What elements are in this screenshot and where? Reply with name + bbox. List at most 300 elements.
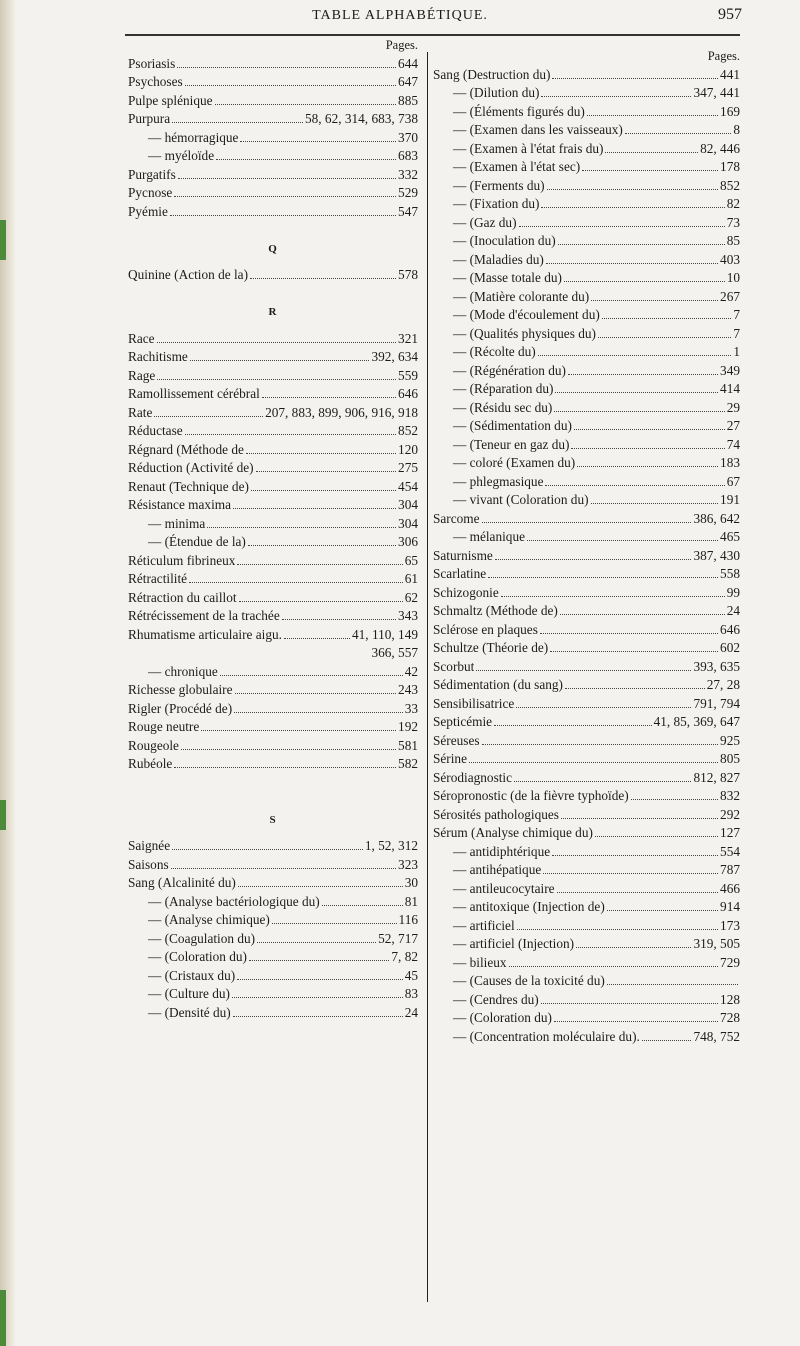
leader-dots	[181, 749, 396, 750]
entry-pages: 349	[720, 362, 740, 378]
index-entry	[433, 473, 740, 492]
index-entry	[433, 177, 740, 196]
entry-term: Pyémie	[128, 203, 168, 219]
entry-pages: 343	[398, 608, 418, 623]
index-entry	[128, 385, 418, 404]
entry-term: — bilieux	[453, 954, 507, 970]
index-entry	[433, 454, 740, 473]
index-entry	[433, 84, 740, 103]
section-letter-q: Q	[268, 242, 278, 255]
entry-term: — (Ferments du)	[453, 177, 545, 193]
index-entry	[128, 533, 418, 552]
entry-pages: 332	[398, 166, 418, 182]
entry-pages: 99	[726, 584, 740, 600]
entry-pages: 178	[720, 159, 740, 174]
entry-term: — (Cendres du)	[453, 991, 539, 1007]
leader-dots	[238, 886, 403, 887]
index-entry	[433, 639, 740, 658]
index-entry	[128, 348, 418, 367]
leader-dots	[546, 263, 718, 264]
entry-term: Sérum (Analyse chimique du)	[433, 825, 593, 840]
entry-term: Schultze (Théorie de)	[433, 640, 549, 655]
entry-pages: 58, 62, 314, 683, 738	[304, 111, 418, 126]
entry-pages: 267	[720, 288, 740, 304]
entry-pages: 465	[720, 529, 740, 544]
leader-dots	[543, 873, 718, 874]
leader-dots	[516, 707, 691, 708]
entry-term: — antitoxique (Injection de)	[453, 899, 605, 914]
entry-pages: 805	[720, 751, 740, 766]
leader-dots	[257, 942, 376, 943]
entry-term: Rougeole	[128, 737, 179, 753]
leader-dots	[495, 559, 692, 560]
entry-pages: 1, 52, 312	[364, 838, 418, 853]
index-entry	[433, 436, 740, 455]
index-entry	[433, 121, 740, 140]
index-entry	[128, 874, 418, 893]
index-entry	[433, 491, 740, 510]
leader-dots	[220, 675, 403, 676]
entry-term: Schizogonie	[433, 584, 499, 600]
leader-dots	[605, 152, 698, 153]
index-entry	[128, 737, 418, 756]
entry-term: Psychoses	[128, 74, 183, 89]
entry-term: Race	[128, 330, 155, 346]
leader-dots	[170, 215, 396, 216]
index-entry	[128, 367, 418, 386]
entry-term: — mélanique	[453, 529, 526, 544]
index-entry	[128, 893, 418, 912]
entry-pages: 414	[720, 381, 740, 396]
leader-dots	[564, 281, 725, 282]
running-title: TABLE ALPHABÉTIQUE.	[312, 8, 488, 23]
entry-term: — (Coagulation du)	[148, 930, 256, 946]
leader-dots	[322, 905, 403, 906]
entry-term: Pycnose	[128, 185, 173, 200]
index-entry	[433, 158, 740, 177]
leader-dots	[602, 318, 732, 319]
leader-dots	[545, 485, 724, 486]
entry-pages: 812, 827	[693, 769, 740, 785]
entry-term: — (Examen dans les vaisseaux)	[453, 122, 623, 137]
index-entry	[433, 750, 740, 769]
entry-pages: 192	[398, 719, 418, 734]
entry-term: Résistance maxima	[128, 497, 232, 512]
entry-pages: 582	[398, 756, 418, 771]
index-entry	[433, 824, 740, 843]
entry-pages: 183	[720, 455, 740, 470]
entry-pages: 45	[404, 967, 418, 983]
leader-dots	[207, 527, 396, 528]
entry-pages: 41, 110, 149	[352, 626, 418, 642]
index-entry	[128, 967, 418, 986]
entry-pages: 7	[733, 307, 740, 322]
index-entry	[128, 478, 418, 497]
entry-pages: 787	[720, 862, 740, 877]
leader-dots	[201, 730, 396, 731]
entry-pages: 392, 634	[371, 349, 418, 364]
index-entry	[433, 898, 740, 917]
entry-term: — artificiel (Injection)	[453, 936, 575, 951]
index-entry	[433, 399, 740, 418]
entry-pages: 370	[398, 129, 418, 145]
entry-term: Rage	[128, 367, 156, 383]
entry-term: Ramollissement cérébral	[128, 386, 260, 401]
leader-dots	[233, 508, 396, 509]
entry-term: Séropronostic (de la fièvre typhoïde)	[433, 788, 629, 803]
entry-pages: 647	[398, 74, 418, 89]
entry-pages: 306	[398, 534, 418, 549]
entry-term: — (Teneur en gaz du)	[453, 436, 570, 452]
entry-term: Régnard (Méthode de	[128, 441, 244, 457]
entry-pages: 173	[720, 917, 740, 933]
leader-dots	[557, 892, 719, 893]
index-entry	[433, 380, 740, 399]
pages-heading: Pages.	[385, 38, 418, 52]
entry-pages: 8	[733, 122, 740, 137]
index-entry	[433, 232, 740, 251]
index-entry	[128, 330, 418, 349]
leader-dots	[240, 141, 396, 142]
leader-dots	[172, 122, 303, 123]
leader-dots	[568, 374, 718, 375]
leader-dots	[234, 712, 403, 713]
leader-dots	[250, 278, 396, 279]
entry-pages: 547	[398, 203, 418, 219]
entry-term: — myéloïde	[148, 148, 215, 163]
leader-dots	[185, 434, 396, 435]
entry-term: Richesse globulaire	[128, 682, 233, 697]
entry-pages: 81	[404, 893, 418, 909]
leader-dots	[541, 96, 691, 97]
entry-term: Saignée	[128, 838, 171, 853]
index-entry	[433, 584, 740, 603]
index-entry	[128, 1004, 418, 1023]
entry-continuation: 366, 557	[371, 645, 418, 660]
entry-term: Rigler (Procédé de)	[128, 700, 233, 716]
leader-dots	[237, 979, 403, 980]
leader-dots	[527, 540, 718, 541]
entry-pages: 441	[720, 66, 740, 82]
entry-pages: 128	[720, 991, 740, 1007]
leader-dots	[625, 133, 731, 134]
entry-term: — (Analyse chimique)	[148, 912, 270, 927]
entry-pages: 559	[398, 367, 418, 383]
entry-pages: 33	[404, 700, 418, 716]
leader-dots	[248, 545, 396, 546]
leader-dots	[550, 651, 718, 652]
index-entry	[433, 214, 740, 233]
leader-dots	[552, 855, 718, 856]
entry-term: — (Analyse bactériologique du)	[148, 893, 320, 909]
index-entry	[433, 547, 740, 566]
index-entry	[128, 552, 418, 571]
entry-term: Sérodiagnostic	[433, 769, 513, 785]
index-entry	[433, 972, 740, 991]
entry-term: Sarcome	[433, 510, 480, 526]
index-entry	[128, 589, 418, 608]
entry-term: — vivant (Coloration du)	[453, 492, 589, 507]
index-entry	[433, 269, 740, 288]
entry-pages: 275	[398, 460, 418, 475]
index-entry	[128, 837, 418, 856]
index-entry	[128, 73, 418, 92]
entry-pages: 292	[720, 806, 740, 822]
entry-pages: 728	[720, 1010, 740, 1025]
entry-pages: 832	[720, 788, 740, 803]
entry-pages: 393, 635	[693, 658, 740, 674]
index-entry	[128, 930, 418, 949]
index-entry	[433, 325, 740, 344]
entry-term: — (Éléments figurés du)	[453, 103, 585, 119]
entry-pages: 191	[720, 492, 740, 507]
entry-pages: 52, 717	[378, 930, 418, 946]
leader-dots	[215, 104, 396, 105]
index-entry	[128, 166, 418, 185]
entry-pages: 61	[404, 571, 418, 586]
entry-pages: 554	[720, 843, 740, 859]
index-entry	[128, 110, 418, 129]
entry-pages: 24	[726, 603, 740, 618]
index-entry	[128, 422, 418, 441]
entry-pages: 74	[726, 436, 740, 452]
leader-dots	[561, 818, 718, 819]
leader-dots	[233, 1016, 403, 1017]
leader-dots	[190, 360, 370, 361]
index-entry	[128, 663, 418, 682]
index-entry	[128, 718, 418, 737]
leader-dots	[237, 564, 402, 565]
entry-term: — antileucocytaire	[453, 880, 555, 896]
entry-pages: 791, 794	[693, 695, 740, 711]
entry-term: Sérosités pathologiques	[433, 806, 559, 822]
index-entry	[433, 528, 740, 547]
leader-dots	[501, 596, 725, 597]
entry-term: — antidiphtérique	[453, 843, 551, 859]
entry-pages: 83	[404, 986, 418, 1001]
entry-term: Rachitisme	[128, 349, 188, 364]
entry-term: — phlegmasique	[453, 473, 544, 489]
index-entry	[128, 626, 418, 645]
entry-term: Sensibilisatrice	[433, 695, 515, 711]
entry-pages: 29	[726, 399, 740, 415]
section-letter-r: R	[268, 306, 278, 318]
entry-pages: 243	[398, 682, 418, 697]
index-entry	[433, 880, 740, 899]
entry-term: — (Sédimentation du)	[453, 418, 572, 433]
entry-term: — (Coloration du)	[453, 1010, 552, 1025]
index-entry	[433, 195, 740, 214]
entry-term: Schmaltz (Méthode de)	[433, 603, 558, 618]
entry-pages: 578	[398, 267, 418, 282]
entry-term: Réductase	[128, 423, 183, 438]
entry-term: Scarlatine	[433, 566, 487, 581]
leader-dots	[538, 355, 732, 356]
leader-dots	[517, 929, 718, 930]
entry-term: — (Dilution du)	[453, 85, 540, 100]
entry-term: Purgatifs	[128, 166, 176, 182]
leader-dots	[587, 115, 718, 116]
entry-pages: 62	[404, 589, 418, 605]
entry-term: — (Qualités physiques du)	[453, 325, 596, 341]
entry-pages: 925	[720, 732, 740, 748]
entry-term: Réticulum fibrineux	[128, 552, 236, 568]
leader-dots	[598, 337, 731, 338]
index-entry	[128, 570, 418, 589]
entry-pages: 466	[720, 880, 740, 896]
entry-term: Septicémie	[433, 714, 493, 729]
index-entry	[433, 66, 740, 85]
entry-term: — antihépatique	[453, 862, 542, 877]
leader-dots	[177, 67, 396, 68]
leader-dots	[576, 947, 691, 948]
index-entry	[128, 700, 418, 719]
entry-term: Rouge neutre	[128, 719, 200, 734]
leader-dots	[189, 582, 403, 583]
leader-dots	[232, 997, 403, 998]
leader-dots	[560, 614, 725, 615]
index-column-left	[128, 36, 418, 1022]
leader-dots	[469, 762, 718, 763]
entry-pages: 1	[733, 344, 740, 359]
leader-dots	[519, 226, 725, 227]
entry-term: — (Mode d'écoulement du)	[453, 307, 600, 322]
entry-term: Sclérose en plaques	[433, 621, 538, 637]
page-number: 957	[718, 6, 742, 23]
leader-dots	[249, 960, 389, 961]
entry-pages: 67	[726, 473, 740, 489]
leader-dots	[591, 503, 719, 504]
entry-pages: 386, 642	[693, 510, 740, 526]
index-entry	[433, 861, 740, 880]
entry-pages: 120	[398, 441, 418, 457]
leader-dots	[607, 910, 718, 911]
leader-dots	[482, 522, 692, 523]
leader-dots	[476, 670, 691, 671]
entry-pages: 116	[398, 912, 418, 927]
entry-group	[128, 330, 418, 645]
entry-pages: 7, 82	[391, 949, 418, 964]
section-letter-s: S	[269, 813, 277, 826]
index-entry	[433, 343, 740, 362]
leader-dots	[577, 466, 718, 467]
leader-dots	[488, 577, 718, 578]
entry-term: — (Régénération du)	[453, 362, 566, 378]
index-entry	[128, 985, 418, 1004]
leader-dots	[574, 429, 725, 430]
page-edge-stain	[0, 1290, 6, 1346]
entry-pages: 885	[398, 92, 418, 108]
index-entry	[128, 948, 418, 967]
entry-term: — (Résidu sec du)	[453, 399, 553, 415]
entry-pages: 454	[398, 478, 418, 494]
leader-dots	[216, 159, 396, 160]
entry-pages: 323	[398, 856, 418, 872]
index-entry	[128, 856, 418, 875]
entry-term: Rubéole	[128, 756, 173, 771]
entry-pages: 85	[726, 233, 740, 248]
page-edge-shadow	[0, 0, 16, 1346]
entry-pages: 347, 441	[693, 85, 740, 100]
leader-dots	[262, 397, 396, 398]
entry-term: — (Coloration du)	[148, 949, 247, 964]
entry-term: — (Examen à l'état sec)	[453, 159, 581, 174]
leader-dots	[547, 189, 718, 190]
index-entry	[128, 55, 418, 74]
index-entry	[433, 806, 740, 825]
entry-pages: 82, 446	[700, 140, 740, 156]
entry-term: Sang (Alcalinité du)	[128, 875, 236, 890]
entry-term: — (Masse totale du)	[453, 270, 562, 285]
entry-term: — artificiel	[453, 917, 515, 933]
entry-term: Saturnisme	[433, 547, 493, 563]
index-entry	[433, 935, 740, 954]
entry-pages: 207, 883, 899, 906, 916, 918	[265, 404, 418, 420]
leader-dots	[582, 170, 718, 171]
entry-pages: 683	[398, 148, 418, 163]
entry-term: — (Fixation du)	[453, 196, 540, 211]
leader-dots	[591, 300, 718, 301]
entry-term: Rhumatisme articulaire aigu.	[128, 626, 282, 642]
entry-pages: 7	[733, 325, 740, 341]
entry-pages: 42	[404, 663, 418, 679]
entry-term: Psoriasis	[128, 55, 176, 71]
leader-dots	[554, 1021, 718, 1022]
entry-term: Rétrécissement de la trachée	[128, 608, 280, 623]
entry-term: Rétractilité	[128, 571, 188, 586]
index-entry	[433, 843, 740, 862]
entry-pages: 73	[726, 214, 740, 230]
index-entry	[128, 681, 418, 700]
index-column-right	[433, 47, 740, 1046]
index-entry	[433, 787, 740, 806]
entry-term: Sérine	[433, 751, 467, 766]
entry-term: Pulpe splénique	[128, 92, 213, 108]
index-entry	[433, 1028, 740, 1047]
entry-pages: 304	[398, 515, 418, 531]
entry-term: — (Réparation du)	[453, 381, 554, 396]
entry-group	[128, 663, 418, 774]
entry-term: Scorbut	[433, 658, 475, 674]
entry-term: — (Maladies du)	[453, 251, 544, 267]
entry-term: — (Examen à l'état frais du)	[453, 140, 604, 156]
index-entry	[433, 991, 740, 1010]
entry-pages: 30	[404, 875, 418, 890]
entry-pages: 82	[726, 196, 740, 211]
leader-dots	[565, 688, 705, 689]
entry-pages: 748, 752	[693, 1028, 740, 1044]
index-entry	[128, 515, 418, 534]
leader-dots	[541, 1003, 718, 1004]
entry-pages: 852	[398, 423, 418, 438]
entry-pages: 65	[404, 552, 418, 568]
entry-term: — (Causes de la toxicité du)	[453, 973, 605, 988]
index-entry	[433, 417, 740, 436]
entry-pages: 644	[398, 55, 418, 71]
index-entry	[433, 103, 740, 122]
leader-dots	[239, 601, 403, 602]
leader-dots	[174, 767, 396, 768]
entry-term: Saisons	[128, 856, 169, 872]
index-entry	[433, 732, 740, 751]
index-entry	[433, 1009, 740, 1028]
leader-dots	[251, 490, 396, 491]
index-entry	[128, 459, 418, 478]
entry-pages: 127	[720, 825, 740, 840]
leader-dots	[482, 744, 719, 745]
index-entry	[128, 129, 418, 148]
index-entry	[128, 404, 418, 423]
